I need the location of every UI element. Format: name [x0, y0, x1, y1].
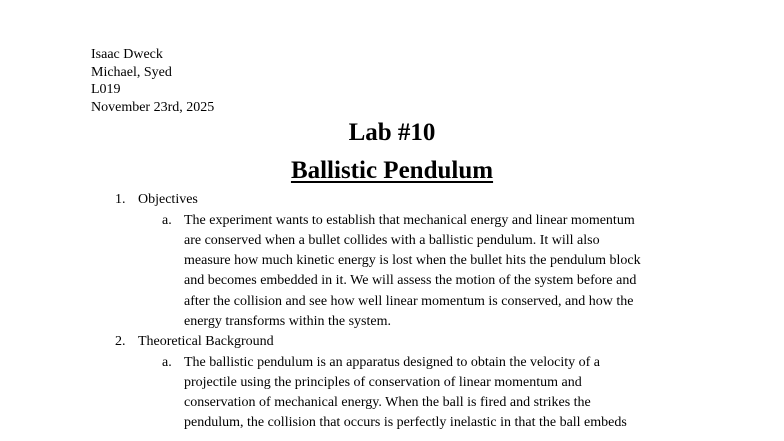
item-letter: a.	[162, 213, 172, 228]
section-number: 1.	[115, 192, 126, 207]
author-name: Isaac Dweck	[91, 47, 163, 62]
section-heading: Theoretical Background	[138, 334, 274, 349]
paragraph-line: The experiment wants to establish that mechanical energy and linear momentum	[184, 213, 635, 228]
paragraph-line: are conserved when a bullet collides with a ballistic pendulum. It will also	[184, 233, 600, 248]
report-date: November 23rd, 2025	[91, 100, 215, 115]
paragraph-line: and becomes embedded in it. We will assess the motion of the system before and	[184, 273, 637, 288]
paragraph-line: after the collision and see how well linear momentum is conserved, and how the	[184, 294, 634, 309]
paragraph-line: energy transforms within the system.	[184, 314, 391, 329]
lab-subtitle-wrap	[0, 156, 784, 186]
paragraph-line: conservation of mechanical energy. When the ball is fired and strikes the	[184, 395, 591, 410]
section-code: L019	[91, 82, 121, 97]
paragraph-line: measure how much kinetic energy is lost when the bullet hits the pendulum block	[184, 253, 641, 268]
item-letter: a.	[162, 355, 172, 370]
section-heading: Objectives	[138, 192, 198, 207]
section-number: 2.	[115, 334, 126, 349]
lab-title: Lab #10	[348, 119, 436, 146]
paragraph-line: pendulum, the collision that occurs is perfectly inelastic in that the ball embeds	[184, 415, 627, 430]
paragraph-line: The ballistic pendulum is an apparatus designed to obtain the velocity of a	[184, 355, 601, 370]
lab-subtitle: Ballistic Pendulum	[290, 157, 494, 184]
paragraph-line: projectile using the principles of conservation of linear momentum and	[184, 375, 582, 390]
partner-name: Michael, Syed	[91, 65, 172, 80]
